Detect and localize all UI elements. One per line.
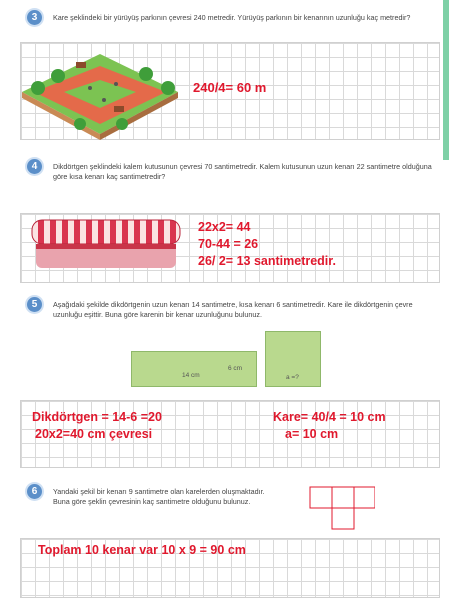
page-edge-tab bbox=[443, 0, 449, 160]
rectangle-figure bbox=[131, 351, 257, 387]
answer-4-line-2: 70-44 = 26 bbox=[198, 237, 259, 251]
answer-5-left-line-1: Dikdörtgen = 14-6 =20 bbox=[32, 410, 162, 424]
question-4-text: Dikdörtgen şeklindeki kalem kutusunun çevresi 70 santimetredir. Kalem kutusunun uzun kenarı 22 santimetre olduğuna göre kısa kenarı kaç santimetredir? bbox=[53, 162, 432, 181]
answer-5-left-line-2: 20x2=40 cm çevresi bbox=[35, 427, 153, 441]
answer-5-right bbox=[273, 409, 386, 443]
answer-5-right-line-1: Kare= 40/4 = 10 cm bbox=[273, 410, 386, 424]
question-number-5: 5 bbox=[27, 297, 42, 312]
answer-5-right-line-2: a= 10 cm bbox=[285, 427, 339, 441]
answer-5-left bbox=[32, 409, 162, 443]
answer-4-line-1: 22x2= 44 bbox=[198, 220, 251, 234]
question-number-3: 3 bbox=[27, 10, 42, 25]
squares-shape-figure bbox=[305, 484, 375, 532]
pencil-case-illustration bbox=[26, 216, 186, 274]
square-figure bbox=[265, 331, 321, 387]
park-illustration bbox=[18, 44, 183, 140]
question-6-text: Yandaki şekil bir kenarı 9 santimetre olan karelerden oluşmaktadır. Buna göre şeklin çevresinin kaç santimetre olduğunu bulunuz. bbox=[53, 487, 265, 506]
rectangle-long-label: 14 cm bbox=[182, 372, 200, 379]
question-number-6: 6 bbox=[27, 484, 42, 499]
question-3-text: Kare şeklindeki bir yürüyüş parkının çevresi 240 metredir. Yürüyüş parkının bir kenarının uzunluğu kaç metredir? bbox=[53, 13, 411, 22]
question-number-4: 4 bbox=[27, 159, 42, 174]
answer-3: 240/4= 60 m bbox=[193, 80, 267, 95]
answer-4 bbox=[198, 219, 336, 270]
answer-6: Toplam 10 kenar var 10 x 9 = 90 cm bbox=[38, 543, 246, 557]
question-5-text: Aşağıdaki şekilde dikdörtgenin uzun kenarı 14 santimetre, kısa kenarı 6 santimetredir. Kare ile dikdörtgenin çevre uzunluğu eşittir. Buna göre karenin bir kenar uzunluğunu bulunuz. bbox=[53, 300, 413, 319]
square-side-label: a =? bbox=[286, 374, 299, 381]
rectangle-short-label: 6 cm bbox=[228, 365, 243, 372]
answer-4-line-3: 26/ 2= 13 santimetredir. bbox=[198, 254, 336, 268]
